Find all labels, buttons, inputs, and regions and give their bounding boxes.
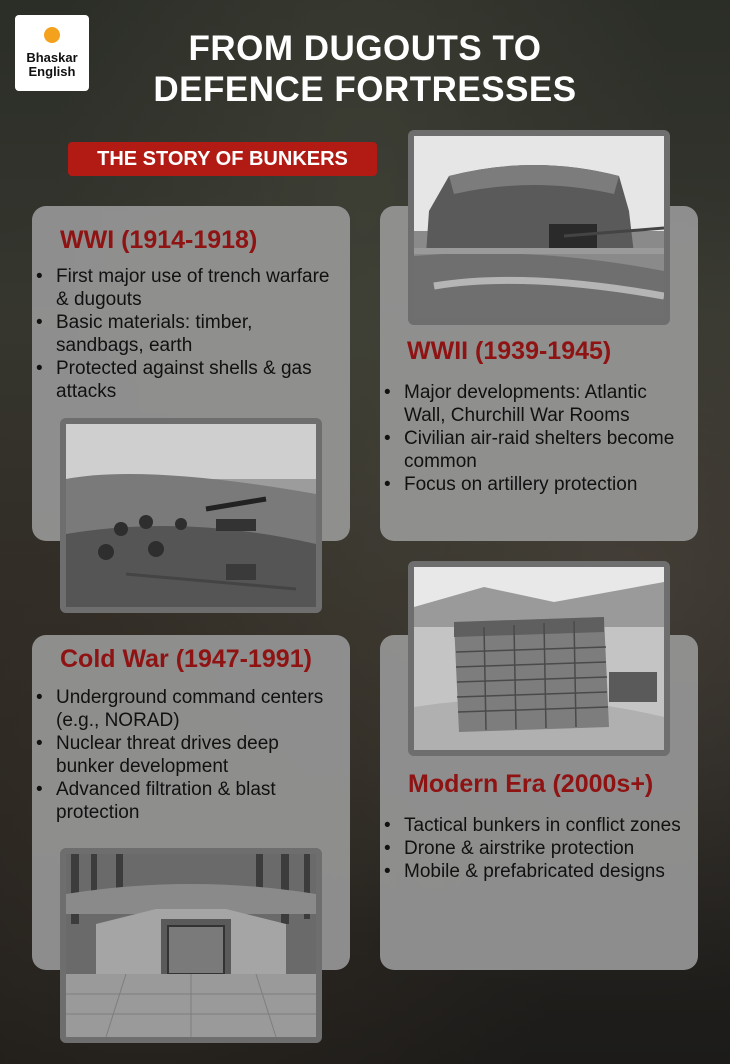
title-line-1: FROM DUGOUTS TO: [188, 29, 542, 68]
wwii-bullet: • Focus on artillery protection: [380, 473, 692, 496]
wwi-bullet: • Protected against shells & gas attacks: [32, 357, 332, 403]
wwi-trench-photo: [60, 418, 322, 613]
cold-war-bullet: • Underground command centers (e.g., NORAD): [32, 686, 338, 732]
wwii-bunker-photo: [408, 130, 670, 325]
modern-bunker-illustration: [414, 567, 664, 750]
logo-text: [15, 51, 89, 79]
cold-war-bunker-illustration: [66, 854, 316, 1037]
wwi-trench-illustration: [66, 424, 316, 607]
modern-era-heading: Modern Era (2000s+): [408, 770, 654, 798]
subtitle-badge: THE STORY OF BUNKERS: [68, 142, 377, 176]
modern-era-bullet: • Drone & airstrike protection: [380, 837, 686, 860]
cold-war-bunker-photo: [60, 848, 322, 1043]
wwi-bullet: • Basic materials: timber, sandbags, earth: [32, 311, 332, 357]
cold-war-bullet: • Nuclear threat drives deep bunker development: [32, 732, 338, 778]
bhaskar-english-logo: [15, 15, 89, 91]
logo-line-1: Bhaskar: [26, 50, 78, 65]
wwii-bullet: • Civilian air-raid shelters become common: [380, 427, 692, 473]
modern-bunker-photo: [408, 561, 670, 756]
cold-war-bullet: • Advanced filtration & blast protection: [32, 778, 338, 824]
modern-era-bullet: • Tactical bunkers in conflict zones: [380, 814, 686, 837]
page-title: [100, 28, 630, 110]
modern-era-bullet: • Mobile & prefabricated designs: [380, 860, 686, 883]
cold-war-heading: Cold War (1947-1991): [60, 645, 312, 673]
logo-line-2: English: [28, 64, 76, 79]
wwii-bunker-illustration: [414, 136, 664, 319]
wwii-bullet-list: [380, 381, 692, 496]
modern-era-bullet-list: [380, 814, 686, 883]
wwii-bullet: • Major developments: Atlantic Wall, Churchill War Rooms: [380, 381, 692, 427]
wwi-bullet: • First major use of trench warfare & dugouts: [32, 265, 332, 311]
wwi-bullet-list: [32, 265, 332, 403]
wwi-heading: WWI (1914-1918): [60, 226, 258, 254]
cold-war-bullet-list: [32, 686, 338, 824]
wwii-heading: WWII (1939-1945): [407, 337, 612, 365]
sun-logo-icon: [44, 27, 60, 43]
title-line-2: DEFENCE FORTRESSES: [153, 70, 577, 109]
